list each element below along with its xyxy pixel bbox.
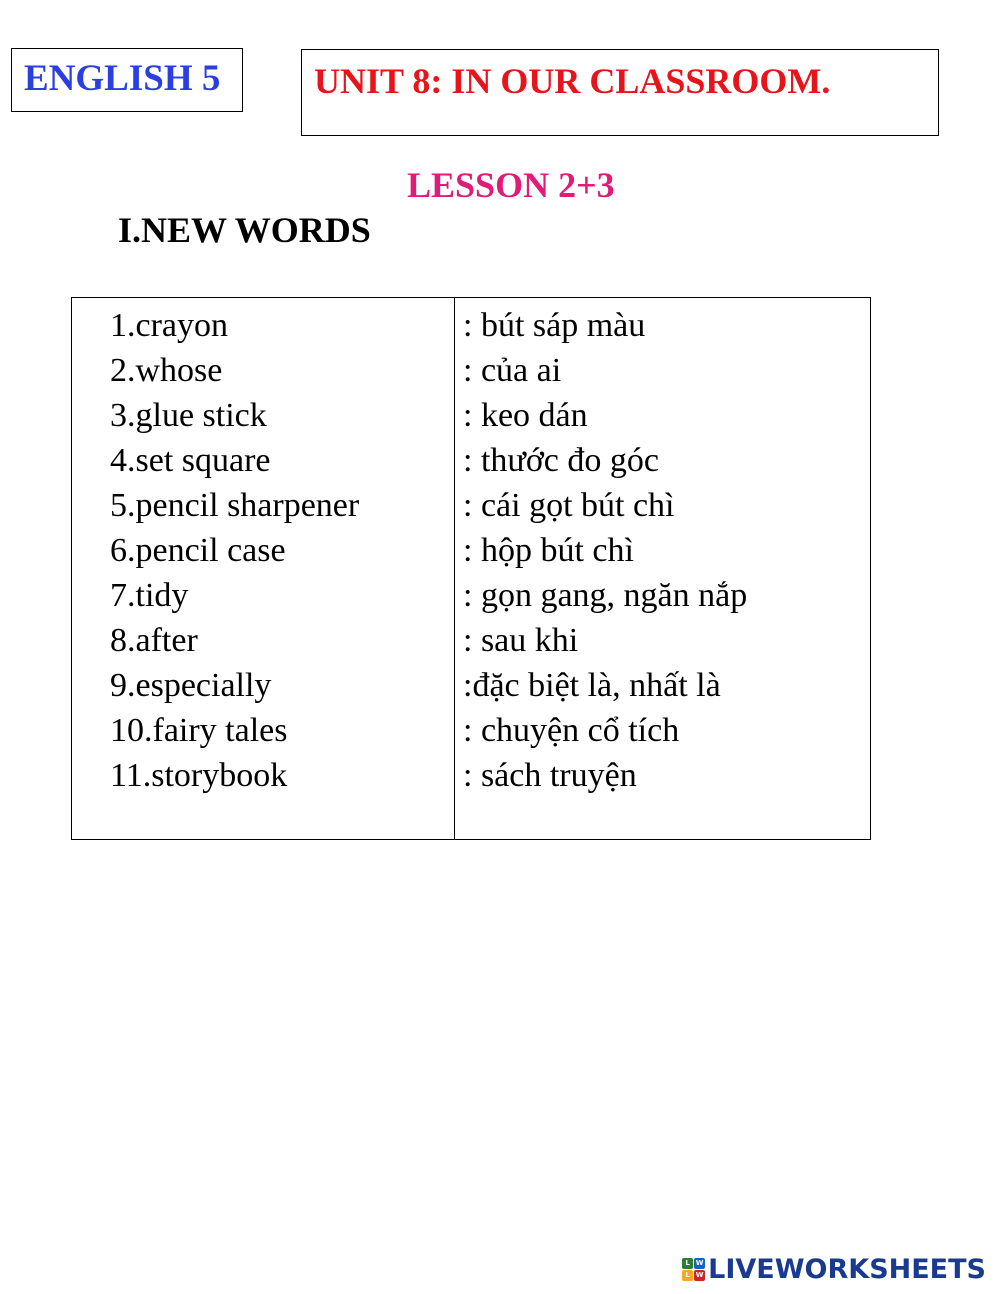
logo-tile: W [695,1259,704,1267]
lesson-heading: LESSON 2+3 [407,165,615,205]
vocab-english-term: 9.especially [110,667,272,704]
section-title: I.NEW WORDS [118,210,371,250]
vocab-vietnamese-meaning: : keo dán [463,397,588,434]
vocab-english-term: 3.glue stick [110,397,267,434]
vocab-english-term: 6.pencil case [110,532,286,569]
vocabulary-table [71,297,871,840]
liveworksheets-logo[interactable] [682,1254,986,1285]
vocab-vietnamese-meaning: : sau khi [463,622,579,659]
unit-title: UNIT 8: IN OUR CLASSROOM. [314,61,831,101]
vocab-vietnamese-meaning: : của ai [463,352,562,389]
vocab-english-term: 2.whose [110,352,223,389]
logo-tile: W [695,1271,704,1279]
vocab-vietnamese-meaning: : gọn gang, ngăn nắp [463,577,748,614]
vocab-vietnamese-meaning: : thước đo góc [463,442,659,479]
vocab-english-term: 7.tidy [110,577,189,614]
vocab-vietnamese-meaning: : cái gọt bút chì [463,487,675,524]
logo-text: LIVEWORKSHEETS [708,1254,986,1285]
vocab-vietnamese-meaning: :đặc biệt là, nhất là [463,667,721,704]
vocab-english-term: 10.fairy tales [110,712,288,749]
column-divider [454,298,455,839]
subject-box [11,48,243,112]
logo-mark-icon [682,1258,705,1281]
vocab-vietnamese-meaning: : bút sáp màu [463,307,646,344]
subject-label: ENGLISH 5 [24,58,221,99]
vocab-english-term: 1.crayon [110,307,229,344]
vocab-english-term: 8.after [110,622,198,659]
unit-title-box [301,49,939,136]
vocab-english-term: 5.pencil sharpener [110,487,360,524]
english-column [110,303,450,798]
logo-tile: L [682,1270,693,1281]
vocab-vietnamese-meaning: : chuyện cổ tích [463,712,680,749]
vocab-english-term: 11.storybook [110,757,288,794]
vocab-english-term: 4.set square [110,442,271,479]
vocab-vietnamese-meaning: : sách truyện [463,757,637,794]
logo-tile: L [682,1258,693,1269]
vietnamese-column [463,303,863,798]
vocab-vietnamese-meaning: : hộp bút chì [463,532,634,569]
